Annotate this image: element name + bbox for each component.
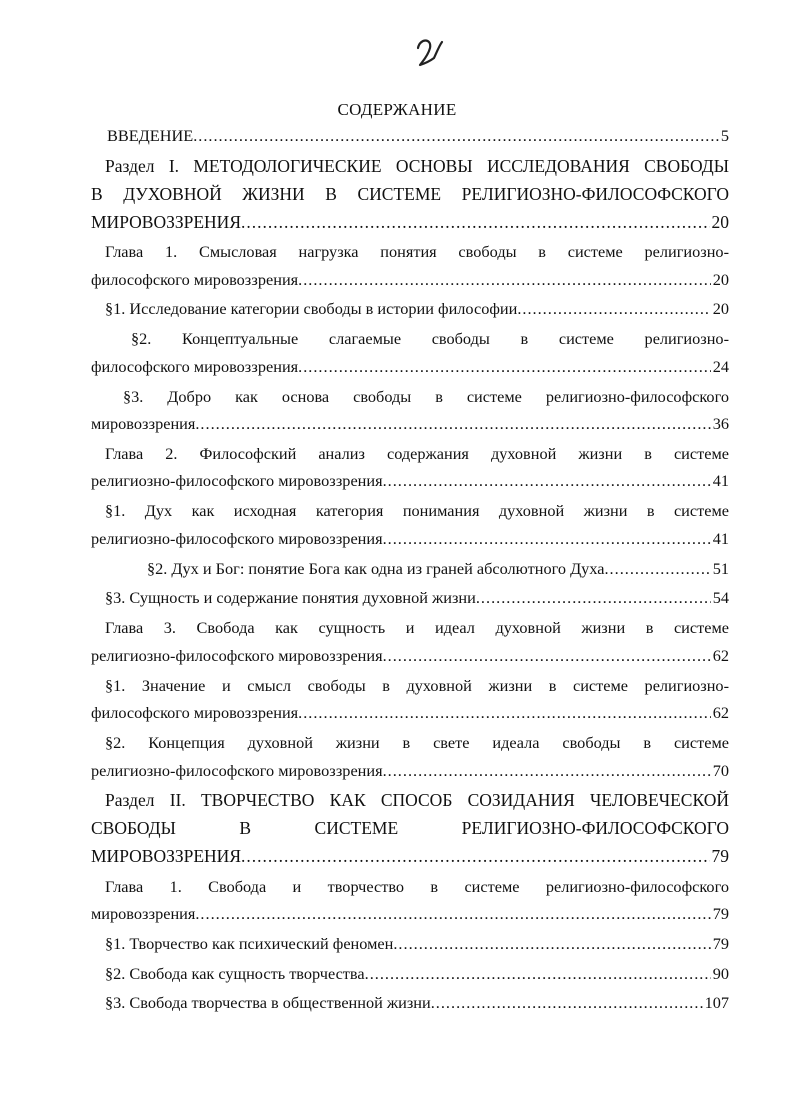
toc-page-number: 41 (712, 528, 729, 548)
toc-entry-text: §2. Свобода как сущность творчества (105, 963, 365, 983)
toc-paragraph-1-2-1 (91, 497, 729, 552)
toc-chapter-2-1 (91, 873, 729, 928)
toc-paragraph-2-1-3 (91, 989, 729, 1017)
toc-page-number: 20 (712, 269, 729, 289)
dot-leader (476, 584, 711, 612)
handwritten-page-number (412, 34, 452, 70)
toc-paragraph-2-1-2 (91, 960, 729, 988)
toc-paragraph-1-1-1 (91, 295, 729, 323)
toc-entry-text: §3. Сущность и содержание понятия духовной жизни (105, 588, 476, 608)
toc-entry-tail: философского мировоззрения (91, 269, 299, 289)
toc-chapter-1-3 (91, 614, 729, 669)
toc-chapter-1-1 (91, 238, 729, 293)
toc-paragraph-1-1-2 (91, 325, 729, 380)
dot-leader (195, 900, 710, 928)
toc-page-number: 62 (712, 645, 729, 665)
toc-page-number: 79 (711, 846, 729, 867)
toc-page-number: 70 (712, 760, 729, 780)
toc-entry-tail: философского мировоззрения (91, 703, 299, 723)
toc-title: СОДЕРЖАНИЕ (337, 100, 457, 119)
toc-page-number: 62 (712, 703, 729, 723)
toc-paragraph-1-3-1 (91, 672, 729, 727)
toc-section-heading-line2: В ДУХОВНОЙ ЖИЗНИ В СИСТЕМЕ РЕЛИГИОЗНО-ФИЛОСОФСКОГО (91, 183, 729, 204)
toc-entry-heading: Глава 2. Философский анализ содержания духовной жизни в системе (105, 443, 729, 463)
toc-page-number: 90 (712, 963, 729, 983)
toc-paragraph-1-3-2 (91, 729, 729, 784)
toc-paragraph-1-1-3 (91, 383, 729, 438)
dot-leader (241, 842, 710, 870)
toc-page-number: 5 (720, 126, 729, 145)
toc-section-heading: Раздел II. ТВОРЧЕСТВО КАК СПОСОБ СОЗИДАНИЯ ЧЕЛОВЕЧЕСКОЙ (105, 790, 729, 811)
dot-leader (393, 930, 710, 958)
toc-entry-heading: §3. Добро как основа свободы в системе религиозно-философского (123, 386, 729, 406)
dot-leader (383, 757, 711, 785)
toc-entry-text: §1. Исследование категории свободы в истории философии (105, 299, 518, 319)
toc-entry-heading: §2. Концептуальные слагаемые свободы в системе религиозно- (131, 329, 729, 349)
dot-leader (383, 525, 711, 553)
toc-entry-heading: Глава 3. Свобода как сущность и идеал духовной жизни в системе (105, 618, 729, 638)
toc-entry-heading: §1. Дух как исходная категория понимания духовной жизни в системе (105, 501, 729, 521)
toc-page-number: 79 (712, 904, 729, 924)
toc-entry-text: §3. Свобода творчества в общественной жизни (105, 993, 431, 1013)
dot-leader (383, 642, 711, 670)
dot-leader (365, 960, 711, 988)
toc-entry-text: ВВЕДЕНИЕ (107, 126, 194, 145)
toc-paragraph-1-2-2 (91, 555, 729, 583)
dot-leader (298, 266, 711, 294)
toc-page-number: 107 (704, 993, 729, 1013)
dot-leader (298, 353, 711, 381)
toc-entry-text: §1. Творчество как психический феномен (105, 933, 394, 953)
toc-paragraph-1-2-3 (91, 584, 729, 612)
toc-entry-heading: Глава 1. Свобода и творчество в системе религиозно-философского (105, 876, 729, 896)
dot-leader (193, 122, 719, 150)
toc-page-number: 20 (712, 299, 729, 319)
toc-entry-tail: мировоззрения (91, 414, 196, 434)
toc-entry-heading: §1. Значение и смысл свободы в духовной жизни в системе религиозно- (105, 675, 729, 695)
toc-page-number: 36 (712, 414, 729, 434)
toc-page-number: 20 (711, 211, 729, 232)
toc-entry-tail: МИРОВОЗЗРЕНИЯ (91, 211, 241, 232)
toc-entry-tail: религиозно-философского мировоззрения (91, 760, 383, 780)
toc-entry-tail: религиозно-философского мировоззрения (91, 528, 383, 548)
toc-entry-tail: религиозно-философского мировоззрения (91, 471, 383, 491)
toc-entry-tail: религиозно-философского мировоззрения (91, 645, 383, 665)
toc-section-2 (91, 786, 729, 870)
toc-page-number: 54 (712, 588, 729, 608)
dot-leader (431, 989, 703, 1017)
dot-leader (517, 295, 710, 323)
toc-section-1 (91, 152, 729, 236)
toc-entry-tail: философского мировоззрения (91, 356, 299, 376)
toc-entry-tail: мировоззрения (91, 904, 196, 924)
toc-paragraph-2-1-1 (91, 930, 729, 958)
toc-page-number: 41 (712, 471, 729, 491)
toc-entry-text: §2. Дух и Бог: понятие Бога как одна из граней абсолютного Духа (147, 558, 605, 578)
toc-entry-tail: МИРОВОЗЗРЕНИЯ (91, 846, 241, 867)
dot-leader (383, 467, 711, 495)
dot-leader (241, 208, 710, 236)
toc-entry-heading: Глава 1. Смысловая нагрузка понятия свободы в системе религиозно- (105, 241, 729, 261)
dot-leader (195, 410, 710, 438)
toc-entry-heading: §2. Концепция духовной жизни в свете идеала свободы в системе (105, 732, 729, 752)
toc-page-number: 51 (712, 558, 729, 578)
dot-leader (604, 555, 710, 583)
dot-leader (298, 699, 711, 727)
table-of-contents (91, 122, 729, 1019)
toc-section-heading-line2: СВОБОДЫ В СИСТЕМЕ РЕЛИГИОЗНО-ФИЛОСОФСКОГО (91, 818, 729, 839)
toc-section-heading: Раздел I. МЕТОДОЛОГИЧЕСКИЕ ОСНОВЫ ИССЛЕДОВАНИЯ СВОБОДЫ (105, 155, 729, 176)
toc-page-number: 24 (712, 356, 729, 376)
toc-chapter-1-2 (91, 440, 729, 495)
toc-page-number: 79 (712, 933, 729, 953)
toc-entry-intro (91, 122, 729, 150)
